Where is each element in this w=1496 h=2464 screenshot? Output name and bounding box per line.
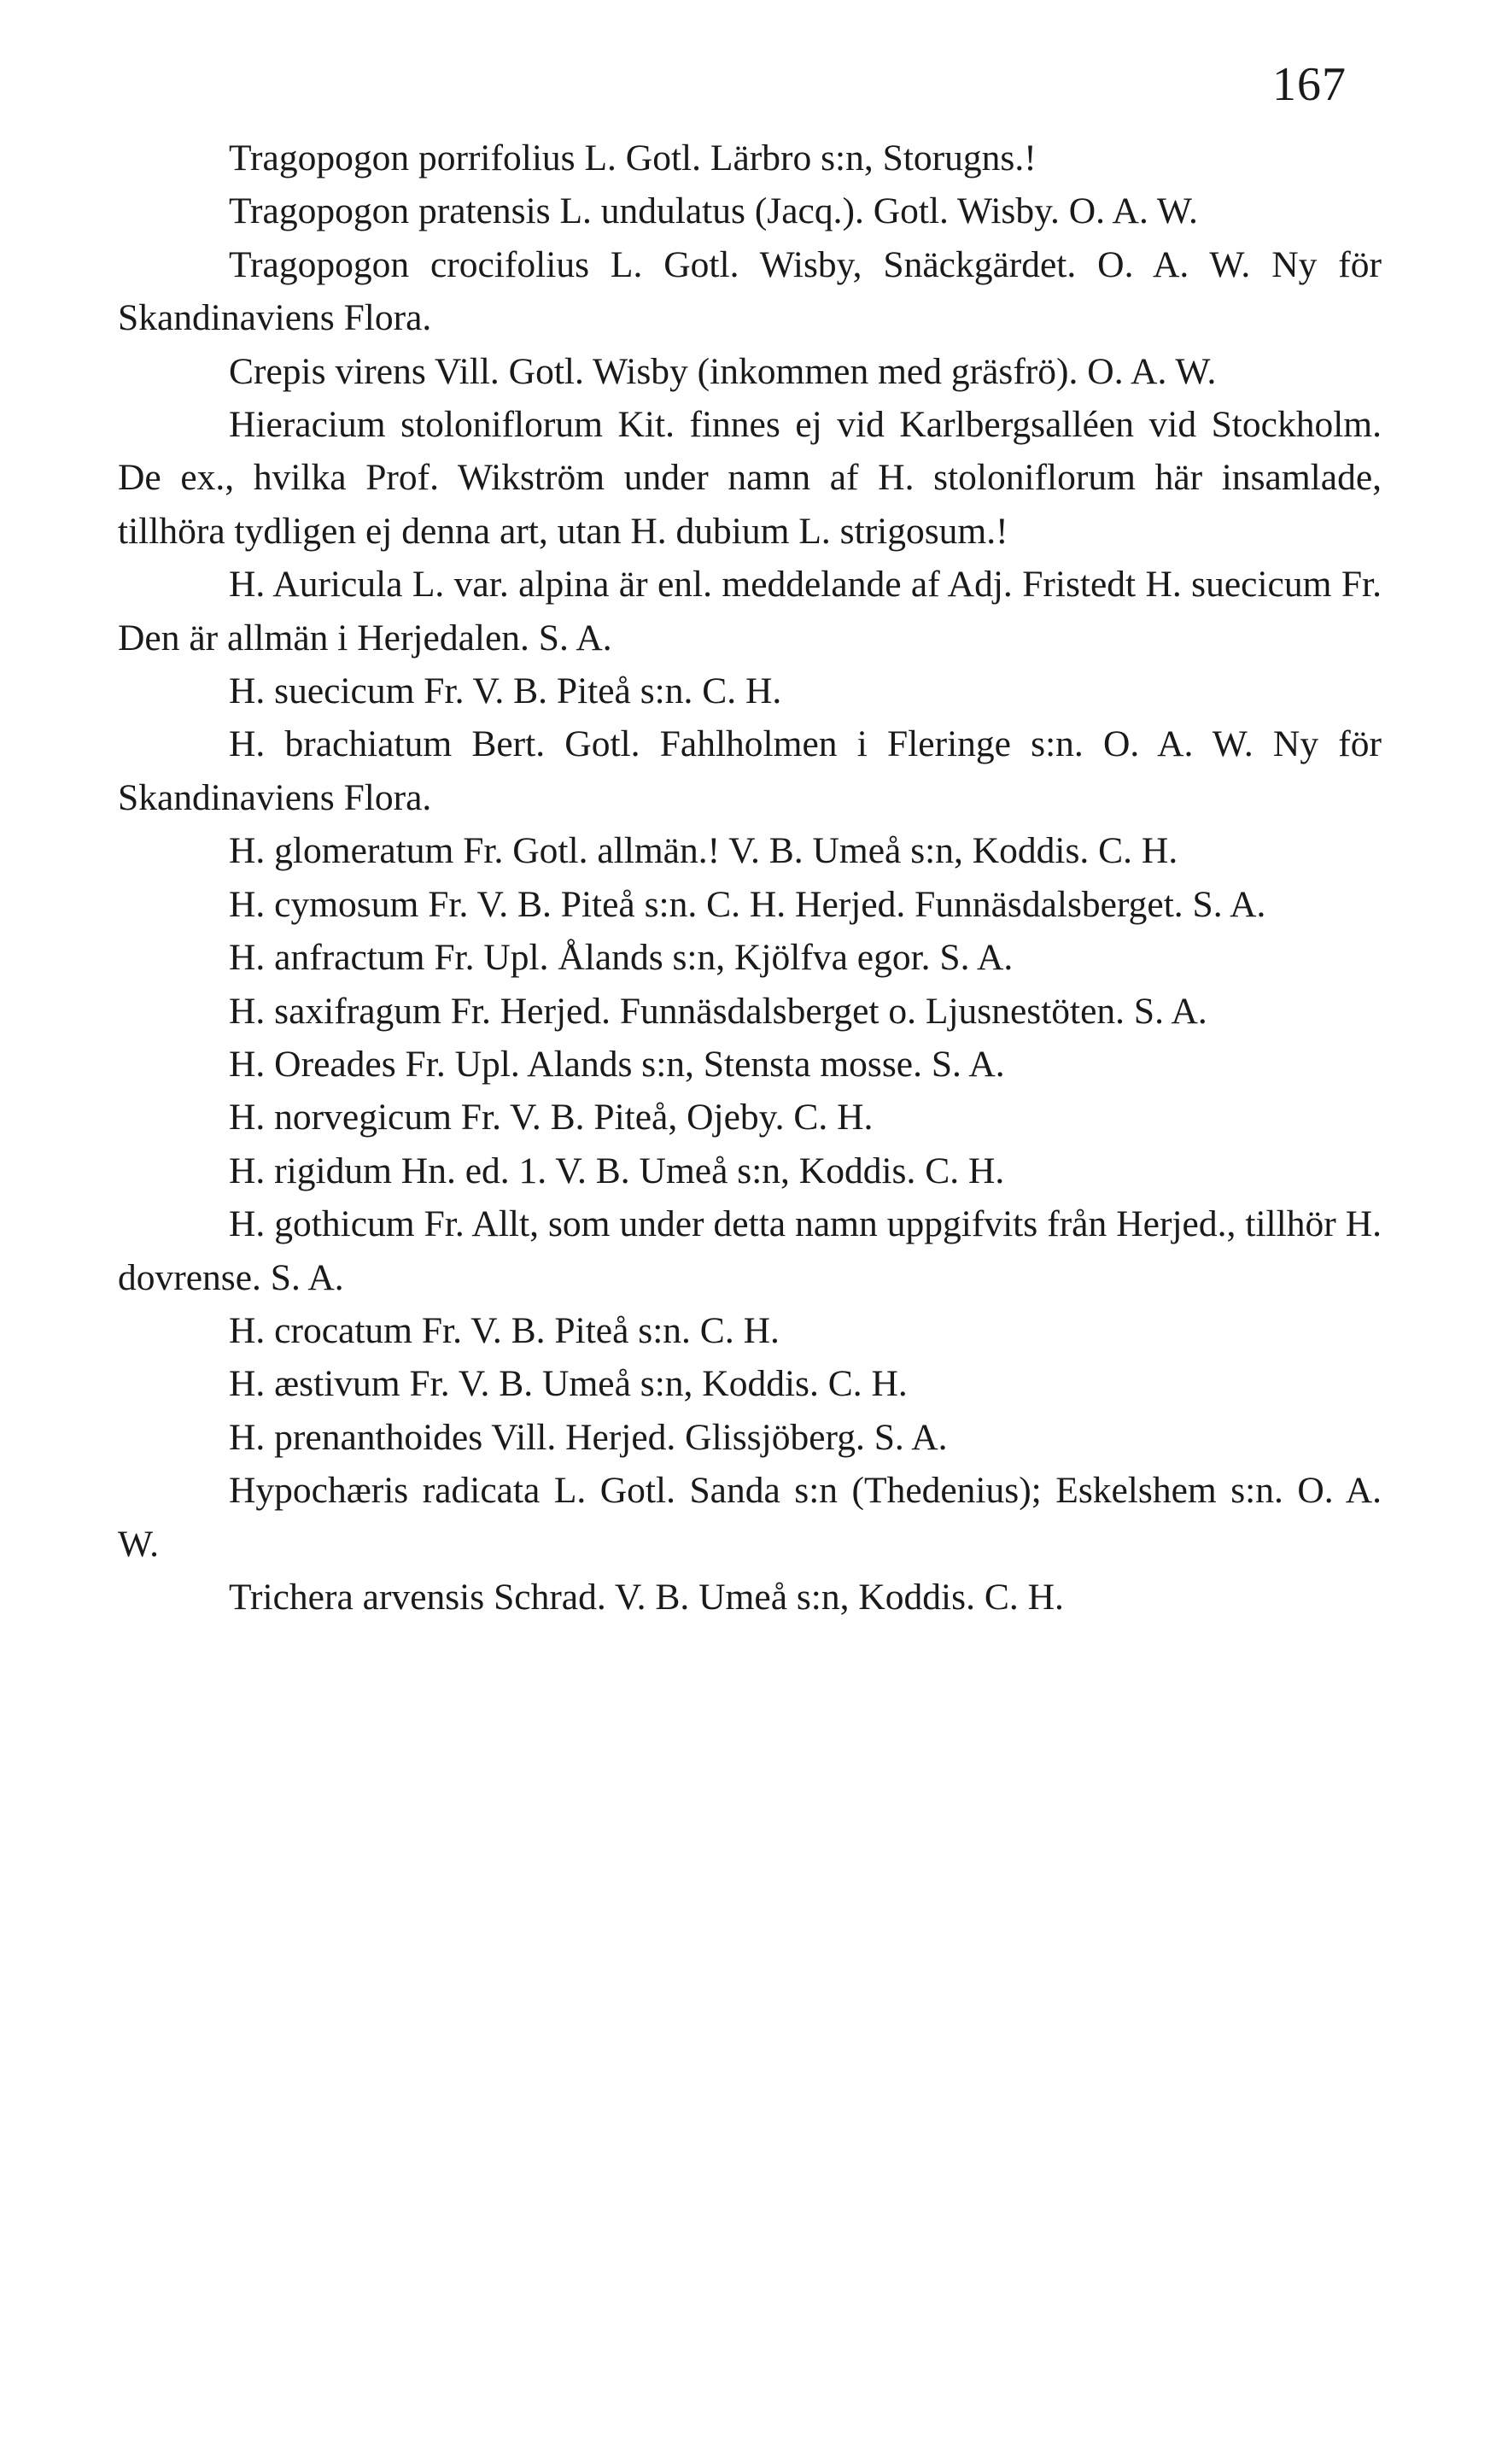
entry-h-saxifragum: H. saxifragum Fr. Herjed. Funnäsdalsberget o. Ljusnestöten. S. A. — [229, 990, 1207, 1032]
entry-hypochaeris-radicata: Hypochæris radicata L. Gotl. Sanda s:n (Thedenius); Eskelshem s:n. O. A. W. — [118, 1470, 1382, 1565]
entry-h-gothicum: H. gothicum Fr. Allt, som under detta namn uppgifvits från Herjed., tillhör H. dovrense. S. A. — [118, 1203, 1382, 1298]
text-block — [118, 132, 1382, 1624]
entry-h-auricula: H. Auricula L. var. alpina är enl. meddelande af Adj. Fristedt H. suecicum Fr. Den är allmän i Herjedalen. S. A. — [118, 564, 1382, 658]
entry-tragopogon-crocifolius: Tragopogon crocifolius L. Gotl. Wisby, Snäckgärdet. O. A. W. Ny för Skandinaviens Flora. — [118, 243, 1382, 339]
entry-tragopogon-porrifolius: Tragopogon porrifolius L. Gotl. Lärbro s:n, Storugns.! — [229, 138, 1037, 179]
entry-hieracium-stoloniflorum: Hieracium stoloniflorum Kit. finnes ej vid Karlbergsalléen vid Stockholm. De ex., hvilka Prof. Wikström under namn af H. stoloniflorum här insamlade, tillhöra tydligen ej denna art, utan H. dubium L. strigosum.! — [118, 404, 1382, 552]
entry-h-suecicum: H. suecicum Fr. V. B. Piteå s:n. C. H. — [229, 670, 782, 712]
entry-h-norvegicum: H. norvegicum Fr. V. B. Piteå, Ojeby. C. H. — [229, 1097, 874, 1138]
entry-h-cymosum: H. cymosum Fr. V. B. Piteå s:n. C. H. Herjed. Funnäsdalsberget. S. A. — [229, 883, 1266, 925]
entry-trichera-arvensis: Trichera arvensis Schrad. V. B. Umeå s:n, Koddis. C. H. — [229, 1576, 1064, 1618]
entry-h-brachiatum: H. brachiatum Bert. Gotl. Fahlholmen i Fleringe s:n. O. A. W. Ny för Skandinaviens Flora. — [118, 723, 1382, 818]
entry-crepis-virens: Crepis virens Vill. Gotl. Wisby (inkommen med gräsfrö). O. A. W. — [229, 350, 1217, 392]
entry-h-aestivum: H. æstivum Fr. V. B. Umeå s:n, Koddis. C. H. — [229, 1363, 908, 1405]
entry-h-anfractum: H. anfractum Fr. Upl. Ålands s:n, Kjölfva egor. S. A. — [229, 937, 1014, 979]
entry-tragopogon-pratensis: Tragopogon pratensis L. undulatus (Jacq.). Gotl. Wisby. O. A. W. — [229, 190, 1198, 232]
entry-h-crocatum: H. crocatum Fr. V. B. Piteå s:n. C. H. — [229, 1309, 780, 1351]
entry-h-glomeratum: H. glomeratum Fr. Gotl. allmän.! V. B. Umeå s:n, Koddis. C. H. — [229, 830, 1178, 872]
entry-h-rigidum: H. rigidum Hn. ed. 1. V. B. Umeå s:n, Koddis. C. H. — [229, 1150, 1005, 1191]
entry-h-prenanthoides: H. prenanthoides Vill. Herjed. Glissjöberg. S. A. — [229, 1416, 948, 1458]
entry-h-oreades: H. Oreades Fr. Upl. Alands s:n, Stensta mosse. S. A. — [229, 1043, 1005, 1085]
page-number: 167 — [1272, 58, 1347, 111]
